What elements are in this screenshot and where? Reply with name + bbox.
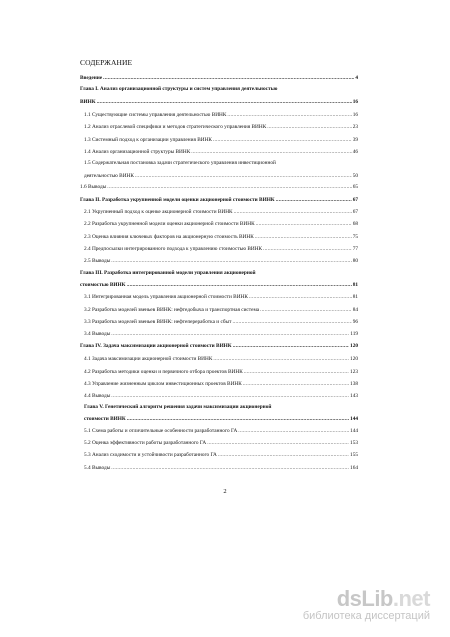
toc-entry-page: 65 — [352, 184, 358, 190]
toc-entry-title: 3.1 Интегрированная модель управления акционерной стоимости ВИНК — [84, 294, 248, 300]
toc-leader-dots — [111, 331, 349, 338]
toc-entry-title: 3.3 Разработка моделей звеньев ВИНК: нефтепереработка и сбыт — [84, 319, 232, 325]
toc-entry — [84, 465, 358, 472]
toc-entry-title: Глава I. Анализ организационной структуры и систем управления деятельностью — [80, 86, 278, 92]
toc-leader-dots — [127, 416, 349, 423]
toc-leader-dots — [263, 246, 352, 253]
toc-entry — [84, 440, 358, 447]
toc-entry-title: 2.5 Выводы — [84, 258, 111, 264]
toc-leader-dots — [111, 465, 349, 472]
toc-entry-title: 4.2 Разработка методики оценки и первичного отбора проектов ВИНК — [84, 369, 243, 375]
toc-entry-title: ВИНК — [80, 99, 96, 105]
watermark-subtitle: библиотека диссертаций — [302, 610, 430, 622]
toc-entry — [80, 99, 358, 106]
toc-leader-dots — [227, 112, 351, 119]
logo-suffix: .net — [392, 586, 430, 611]
toc-entry-page: 164 — [350, 465, 358, 471]
toc-entry — [84, 404, 358, 411]
toc-entry — [84, 209, 358, 216]
toc-entry — [84, 221, 358, 228]
toc-entry-page: 155 — [350, 452, 358, 458]
toc-entry-page: 16 — [352, 99, 358, 105]
toc-leader-dots — [244, 369, 349, 376]
toc-entry-title: 1.4 Анализ организационной структуры ВИНК — [84, 149, 191, 155]
toc-entry-page: 39 — [352, 137, 358, 143]
toc-entry-page: 123 — [350, 369, 358, 375]
toc-leader-dots — [103, 75, 354, 82]
toc-entry-title: Глава V. Генетический алгоритм решения задачи максимизации акционерной — [84, 404, 272, 410]
toc-entry-title: 1.2 Анализ отраслевой специфики и методов стратегического управления ВИНК — [84, 124, 267, 130]
toc-leader-dots — [127, 282, 352, 289]
logo-main: dsLib — [336, 586, 393, 611]
toc-entry-page: 4 — [355, 75, 358, 81]
toc-entry-title: Глава III. Разработка интегрированной модели управления акционерной — [80, 270, 256, 276]
toc-entry-page: 120 — [350, 343, 358, 349]
toc-leader-dots — [276, 197, 352, 204]
toc-entry — [84, 246, 358, 253]
toc-entry-title: 2.1 Укрупненный подход к оценке акционерной стоимости ВИНК — [84, 209, 233, 215]
toc-entry-page: 67 — [352, 209, 358, 215]
toc-heading: СОДЕРЖАНИЕ — [80, 58, 133, 67]
toc-entry-page: 46 — [352, 149, 358, 155]
toc-entry-title: Глава IV. Задача максимизации акционерной стоимости ВИНК — [80, 343, 232, 349]
toc-entry — [80, 343, 358, 350]
toc-entry — [84, 173, 358, 180]
toc-entry-page: 144 — [350, 428, 358, 434]
toc-entry-page: 77 — [352, 246, 358, 252]
toc-entry — [84, 149, 358, 156]
toc-leader-dots — [267, 124, 351, 131]
toc-entry — [84, 356, 358, 363]
toc-leader-dots — [191, 149, 351, 156]
toc-entry-title: 5.2 Оценка эффективности работы разработанного ГА — [84, 440, 207, 446]
dslib-watermark[interactable] — [280, 586, 430, 626]
toc-entry-title: 1.6 Выводы — [80, 184, 107, 190]
toc-leader-dots — [111, 258, 351, 265]
toc-entry — [80, 86, 358, 93]
toc-entry-title: 4.3 Управление жизненным циклом инвестиционных проектов ВИНК — [84, 381, 242, 387]
toc-entry-page: 84 — [352, 307, 358, 313]
toc-entry — [84, 307, 358, 314]
toc-leader-dots — [233, 343, 349, 350]
toc-entry — [84, 124, 358, 131]
toc-leader-dots — [107, 184, 351, 191]
toc-entry-page: 80 — [352, 258, 358, 264]
toc-entry — [80, 270, 358, 277]
toc-entry — [84, 452, 358, 459]
toc-leader-dots — [213, 356, 349, 363]
toc-leader-dots — [111, 393, 349, 400]
toc-entry-title: 3.4 Выводы — [84, 331, 111, 337]
toc-entry-title: деятельностью ВИНК — [84, 173, 134, 179]
toc-entry-page: 23 — [352, 124, 358, 130]
toc-entry — [84, 112, 358, 119]
toc-entry-title: 5.3 Анализ сходимости и устойчивости разработанного ГА — [84, 452, 217, 458]
toc-entry-page: 67 — [352, 197, 358, 203]
toc-entry — [84, 331, 358, 338]
toc-entry-page: 81 — [352, 282, 358, 288]
toc-leader-dots — [97, 99, 352, 106]
toc-entry-title: 5.1 Схема работы и отличительные особенности разработанного ГА — [84, 428, 238, 434]
toc-entry-page: 143 — [350, 393, 358, 399]
toc-entry-title: 2.4 Предпосылки интегрированного подхода к управлению стоимостью ВИНК — [84, 246, 263, 252]
toc-entry-title: 4.1 Задача максимизации акционерной стоимости ВИНК — [84, 356, 213, 362]
toc-entry — [84, 137, 358, 144]
toc-entry-title: 2.3 Оценка влияния ключевых факторов на акционерную стоимость ВИНК — [84, 234, 254, 240]
toc-leader-dots — [207, 440, 349, 447]
toc-entry — [84, 258, 358, 265]
toc-entry-title: 2.2 Разработка укрупненной модели оценки акционерной стоимости ВИНК — [84, 221, 255, 227]
toc-entry — [84, 319, 358, 326]
toc-entry — [84, 369, 358, 376]
toc-leader-dots — [260, 307, 352, 314]
toc-leader-dots — [249, 294, 352, 301]
toc-entry — [84, 416, 358, 423]
toc-entry-title: стоимости ВИНК — [84, 416, 126, 422]
toc-leader-dots — [218, 452, 349, 459]
toc-entry-page: 138 — [350, 381, 358, 387]
toc-entry — [84, 393, 358, 400]
toc-leader-dots — [135, 173, 352, 180]
toc-entry — [84, 428, 358, 435]
toc-entry — [84, 381, 358, 388]
toc-entry-page: 75 — [352, 234, 358, 240]
toc-entry-page: 96 — [352, 319, 358, 325]
toc-entry — [84, 160, 358, 167]
toc-entry — [80, 75, 358, 82]
toc-entry-page: 120 — [350, 356, 358, 362]
toc-entry-title: 1.3 Системный подход к организации управления ВИНК — [84, 137, 212, 143]
toc-entry-title: Введение — [80, 75, 103, 81]
toc-entry — [84, 294, 358, 301]
toc-entry-page: 119 — [350, 331, 358, 337]
toc-entry-title: 3.2 Разработка моделей звеньев ВИНК: нефтедобыча и транспортная система — [84, 307, 260, 313]
toc-entry — [84, 234, 358, 241]
toc-entry-page: 153 — [350, 440, 358, 446]
toc-leader-dots — [243, 381, 349, 388]
toc-leader-dots — [232, 319, 351, 326]
toc-leader-dots — [213, 137, 352, 144]
toc-entry-page: 16 — [352, 112, 358, 118]
toc-entry-title: Глава II. Разработка укрупненной модели оценки акционерной стоимости ВИНК — [80, 197, 275, 203]
dslib-logo — [337, 586, 430, 612]
toc-entry-title: 4.4 Выводы — [84, 393, 111, 399]
toc-entry-page: 144 — [350, 416, 358, 422]
toc-entry-title: 1.1 Существующие системы управления деятельностью ВИНК — [84, 112, 227, 118]
toc-entry-page: 81 — [352, 294, 358, 300]
toc-leader-dots — [255, 234, 352, 241]
toc-entry — [80, 282, 358, 289]
toc-entry-title: стоимостью ВИНК — [80, 282, 126, 288]
toc-entry-title: 1.5 Содержательная постановка задачи стратегического управления инвестиционной — [84, 160, 276, 166]
page-number: 2 — [223, 488, 227, 495]
toc-entry-title: 5.4 Выводы — [84, 465, 111, 471]
toc-entry-page: 68 — [352, 221, 358, 227]
toc-entry-page: 50 — [352, 173, 358, 179]
toc-leader-dots — [238, 428, 349, 435]
toc-entry — [80, 184, 358, 191]
toc-leader-dots — [234, 209, 352, 216]
toc-entry — [80, 197, 358, 204]
toc-leader-dots — [256, 221, 352, 228]
